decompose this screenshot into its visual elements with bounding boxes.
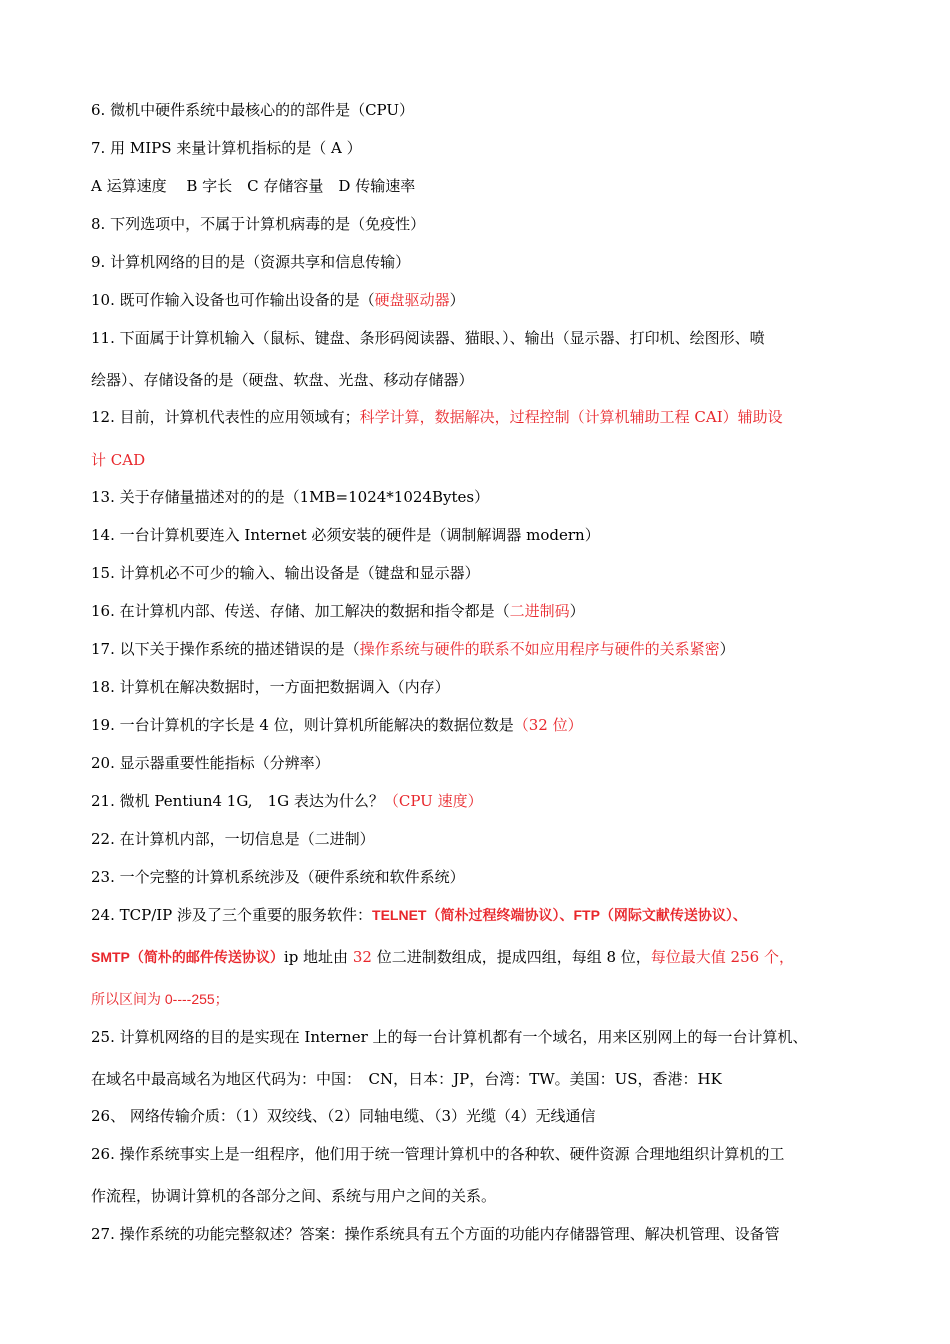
- question-26-media: 26、 网络传输介质：（1）双绞线、（2）同轴电缆、（3）光缆（4）无线通信: [91, 1107, 596, 1125]
- answer-highlight: 计 CAD: [91, 451, 146, 469]
- question-8: 8. 下列选项中，不属于计算机病毒的是（免疫性）: [91, 215, 426, 233]
- answer-highlight: （32 位）: [513, 716, 583, 734]
- answer-highlight: TELNET（简朴过程终端协议）、FTP（网际文献传送协议）、: [372, 907, 747, 923]
- answer-highlight: 操作系统与硬件的联系不如应用程序与硬件的关系紧密: [359, 640, 720, 658]
- question-16: 16. 在计算机内部、传送、存储、加工解决的数据和指令都是（二进制码）: [91, 602, 585, 620]
- question-21: 21. 微机 Pentiun4 1G, 1G 表达为什么？（CPU 速度）: [91, 792, 483, 810]
- question-20: 20. 显示器重要性能指标（分辨率）: [91, 754, 330, 772]
- answer-highlight: 硬盘驱动器: [374, 291, 450, 309]
- answer-highlight: 科学计算，数据解决，过程控制（计算机辅助工程 CAI）辅助设: [359, 408, 783, 426]
- question-12-cont: [91, 450, 145, 470]
- question-25-cont: 在域名中最高域名为地区代码为：中国： CN，日本：JP，台湾：TW。美国：US，香港：HK: [91, 1070, 722, 1088]
- question-14: 14. 一台计算机要连入 Internet 必须安装的硬件是（调制解调器 modern）: [91, 526, 600, 544]
- question-13: 13. 关于存储量描述对的的是（1MB=1024*1024Bytes）: [91, 488, 490, 506]
- question-7-options: A 运算速度 B 字长 C 存储容量 D 传输速率: [91, 177, 416, 195]
- question-26: 26. 操作系统事实上是一组程序，他们用于统一管理计算机中的各种软、硬件资源 合理地组织计算机的工: [91, 1145, 785, 1163]
- question-24: 24. TCP/IP 涉及了三个重要的服务软件：TELNET（简朴过程终端协议）、FTP（网际文献传送协议）、: [91, 906, 747, 924]
- question-19: 19. 一台计算机的字长是 4 位，则计算机所能解决的数据位数是（32 位）: [91, 716, 583, 734]
- question-24-cont2: [91, 989, 229, 1009]
- question-7: 7. 用 MIPS 来量计算机指标的是（ A ）: [91, 139, 362, 157]
- question-11-cont: 绘器）、存储设备的是（硬盘、软盘、光盘、移动存储器）: [91, 371, 474, 389]
- question-18: 18. 计算机在解决数据时，一方面把数据调入（内存）: [91, 678, 450, 696]
- question-9: 9. 计算机网络的目的是（资源共享和信息传输）: [91, 253, 411, 271]
- question-10: 10. 既可作输入设备也可作输出设备的是（硬盘驱动器）: [91, 291, 465, 309]
- question-6: 6. 微机中硬件系统中最核心的的部件是（CPU）: [91, 101, 415, 119]
- question-11: 11. 下面属于计算机输入（鼠标、键盘、条形码阅读器、猫眼、）、输出（显示器、打印机、绘图形、喷: [91, 329, 765, 347]
- answer-highlight: SMTP（简朴的邮件传送协议）: [91, 949, 284, 965]
- question-12: 12. 目前，计算机代表性的应用领域有；科学计算，数据解决，过程控制（计算机辅助工程 CAI）辅助设: [91, 408, 783, 426]
- question-24-cont: SMTP（简朴的邮件传送协议）ip 地址由 32 位二进制数组成，提成四组，每组 8 位，每位最大值 256 个，: [91, 948, 794, 966]
- question-26-cont: 作流程，协调计算机的各部分之间、系统与用户之间的关系。: [91, 1187, 497, 1205]
- answer-highlight: （CPU 速度）: [383, 792, 483, 810]
- answer-highlight: 二进制码: [509, 602, 570, 620]
- answer-highlight: 每位最大值 256 个，: [650, 948, 794, 966]
- question-27: 27. 操作系统的功能完整叙述？答案：操作系统具有五个方面的功能内存储器管理、解决机管理、设备管: [91, 1225, 780, 1243]
- question-25: 25. 计算机网络的目的是实现在 Interner 上的每一台计算机都有一个域名，用来区别网上的每一台计算机、: [91, 1028, 808, 1046]
- answer-highlight: 32: [352, 948, 372, 966]
- answer-highlight: 所以区间为 0----255；: [91, 991, 229, 1007]
- question-23: 23. 一个完整的计算机系统涉及（硬件系统和软件系统）: [91, 868, 465, 886]
- question-15: 15. 计算机必不可少的输入、输出设备是（键盘和显示器）: [91, 564, 480, 582]
- question-22: 22. 在计算机内部，一切信息是（二进制）: [91, 830, 375, 848]
- question-17: 17. 以下关于操作系统的描述错误的是（操作系统与硬件的联系不如应用程序与硬件的关系紧密）: [91, 640, 735, 658]
